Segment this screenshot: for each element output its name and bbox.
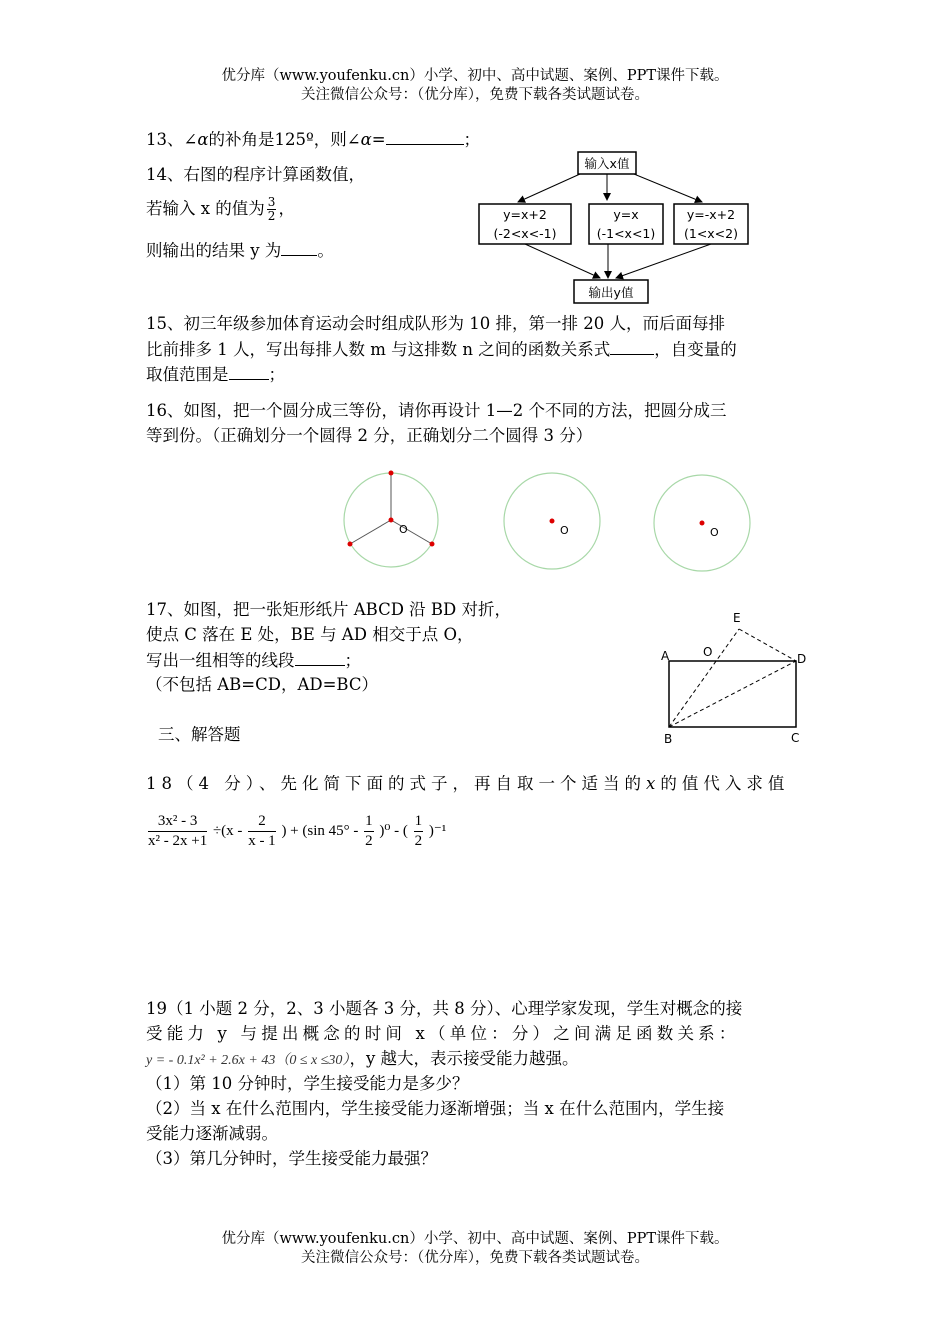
q18-f2-den: x - 1 <box>248 833 276 849</box>
flow-arrow-right-down <box>634 174 702 202</box>
q18-x: x <box>646 774 661 793</box>
q15-line3-prefix: 取值范围是 <box>146 365 229 384</box>
q17-line-4: （不包括 AB=CD，AD=BC） <box>146 675 378 694</box>
q14-line-3 <box>146 237 334 263</box>
circle1-right-dot <box>430 542 435 547</box>
q15-line2-prefix: 比前排多 1 人，写出每排人数 m 与这排数 n 之间的函数关系式 <box>146 340 611 359</box>
q16-circles <box>335 462 755 582</box>
q18-text <box>146 771 789 796</box>
q18-fraction-4 <box>414 812 424 851</box>
q13-suffix: ； <box>463 130 481 149</box>
circle-blank-1[interactable] <box>504 473 600 569</box>
circle-divided-three <box>344 471 438 568</box>
label-b: B <box>664 732 673 746</box>
q14-fraction <box>267 196 277 223</box>
q19-sub-2-line-1: （2）当 x 在什么范围内，学生接受能力逐渐增强；当 x 在什么范围内，学生接 <box>146 1099 725 1118</box>
flow-box3-line2: (1<x<2) <box>683 226 739 241</box>
segment-ed <box>739 629 796 661</box>
section-3-title: 三、解答题 <box>158 725 241 744</box>
q18-pow0: )⁰ - ( <box>379 822 408 839</box>
q14-frac-num: 3 <box>267 195 276 209</box>
q18-f1-den: x² - 2x +1 <box>148 833 208 849</box>
q17-rectangle-figure <box>655 605 815 750</box>
q17-line3-prefix: 写出一组相等的线段 <box>146 651 295 670</box>
circle2-center-label: O <box>560 524 569 537</box>
q19-sub-1: （1）第 10 分钟时，学生接受能力是多少？ <box>146 1074 469 1093</box>
q18-text-suffix: 的值代入求值 <box>660 774 790 793</box>
q14-frac-den: 2 <box>267 209 276 223</box>
question-13 <box>146 126 480 152</box>
q14-flowchart <box>470 148 755 308</box>
circle-blank-2[interactable] <box>654 475 750 571</box>
q13-eq: = <box>371 130 386 149</box>
q18-fraction-3 <box>364 812 374 851</box>
flow-arrow-left-up <box>525 244 600 278</box>
header-line-2: 关注微信公众号：（优分库），免费下载各类试题试卷。 <box>301 87 649 103</box>
q18-f3-num: 1 <box>364 812 374 832</box>
circle1-center-label: O <box>399 523 408 536</box>
flow-input-text: 输入x值 <box>584 156 630 171</box>
circle1-top-dot <box>389 471 394 476</box>
q16-line-1: 16、如图，把一个圆分成三等份，请你再设计 1—2 个不同的方法，把圆分成三 <box>146 401 727 420</box>
circle1-center-dot <box>389 518 394 523</box>
q18-f2-num: 2 <box>248 812 276 832</box>
q13-alpha: α <box>197 130 209 149</box>
q14-answer-blank[interactable] <box>281 237 317 256</box>
flow-box1-line1: y=x+2 <box>503 207 547 222</box>
q15-function-blank[interactable] <box>610 336 654 355</box>
q13-alpha-2: α <box>360 130 372 149</box>
q18-f4-den: 2 <box>414 833 423 849</box>
circle1-left-dot <box>348 542 353 547</box>
q17-answer-blank[interactable] <box>295 647 345 666</box>
diagonal-bd <box>669 661 796 727</box>
q15-range-blank[interactable] <box>229 361 269 380</box>
flow-box2-line2: (-1<x<1) <box>596 226 656 241</box>
flow-box1-line2: (-2<x<-1) <box>493 226 557 241</box>
label-d: D <box>797 652 807 666</box>
q13-mid: 的补角是125º，则∠ <box>208 130 361 149</box>
q15-line-1: 15、初三年级参加体育运动会时组成队形为 10 排，第一排 20 人，而后面每排 <box>146 314 725 333</box>
q17-line-1: 17、如图，把一张矩形纸片 ABCD 沿 BD 对折， <box>146 600 512 619</box>
q18-f1-num: 3x² - 3 <box>148 812 207 832</box>
q14-line2-prefix: 若输入 x 的值为 <box>146 199 265 218</box>
flow-output-text: 输出y值 <box>588 285 634 300</box>
q15-line2-suffix: ，自变量的 <box>654 340 737 359</box>
q18-f3-den: 2 <box>365 833 373 849</box>
q18-fraction-2 <box>248 812 276 851</box>
header-line-1: 优分库（www.youfenku.cn）小学、初中、高中试题、案例、PPT课件下载。 <box>221 68 729 84</box>
flow-box2-line1: y=x <box>613 207 639 222</box>
flow-arrow-right-up <box>616 244 711 278</box>
q15-line3-suffix: ； <box>268 365 285 384</box>
circle2-center-dot <box>550 519 555 524</box>
q14-line3-prefix: 则输出的结果 y 为 <box>146 241 282 260</box>
q14-line3-suffix: 。 <box>317 241 334 260</box>
q17-line-3 <box>146 647 361 673</box>
q19-sub-3: （3）第几分钟时，学生接受能力最强？ <box>146 1149 437 1168</box>
q15-line-3 <box>146 361 285 387</box>
q19-sub-2-line-2: 受能力逐渐减弱。 <box>146 1124 278 1143</box>
circle3-center-dot <box>700 521 705 526</box>
label-e: E <box>733 611 741 625</box>
q17-line-2: 使点 C 落在 E 处，BE 与 AD 相交于点 O， <box>146 625 474 644</box>
q14-line2-suffix: ， <box>278 199 295 218</box>
q18-div-open: ÷(x - <box>212 822 243 839</box>
q19-formula: y = - 0.1x² + 2.6x + 43（0 ≤ x ≤30） <box>146 1053 350 1068</box>
label-o: O <box>703 645 713 659</box>
q18-mid: ) + (sin 45° - <box>281 822 359 839</box>
footer-line-2: 关注微信公众号：（优分库），免费下载各类试题试卷。 <box>301 1250 649 1266</box>
q19-line-1: 19（1 小题 2 分，2、3 小题各 3 分，共 8 分）、心理学家发现，学生对概念的接 <box>146 999 743 1018</box>
q15-line-2 <box>146 336 737 362</box>
flow-arrow-left-down <box>518 174 580 202</box>
q18-expression <box>146 812 446 851</box>
segment-be <box>669 629 739 727</box>
q19-line-3 <box>146 1046 579 1073</box>
q18-f4-num: 1 <box>414 812 424 832</box>
q14-line-2 <box>146 196 295 223</box>
q19-line3-suffix: ，y 越大，表示接受能力越强。 <box>349 1049 579 1068</box>
q19-line-2: 受能力 y 与提出概念的时间 x（单位：分）之间满足函数关系： <box>146 1024 740 1043</box>
q13-answer-blank[interactable] <box>386 126 464 145</box>
q16-line-2: 等到份。（正确划分一个圆得 2 分，正确划分二个圆得 3 分） <box>146 426 593 445</box>
q13-prefix: 13、∠ <box>146 130 198 149</box>
label-a: A <box>661 649 670 663</box>
q18-fraction-1 <box>148 812 207 851</box>
q17-line3-suffix: ； <box>344 651 361 670</box>
footer-line-1: 优分库（www.youfenku.cn）小学、初中、高中试题、案例、PPT课件下载。 <box>221 1231 729 1247</box>
label-c: C <box>791 731 800 745</box>
q18-pow-neg1: )⁻¹ <box>428 822 447 839</box>
flow-box3-line1: y=-x+2 <box>686 207 736 222</box>
circle3-center-label: O <box>710 526 719 539</box>
q18-text-prefix: 18（4 分）、先化简下面的式子，再自取一个适当的 <box>146 774 646 793</box>
q14-line-1: 14、右图的程序计算函数值， <box>146 165 365 184</box>
